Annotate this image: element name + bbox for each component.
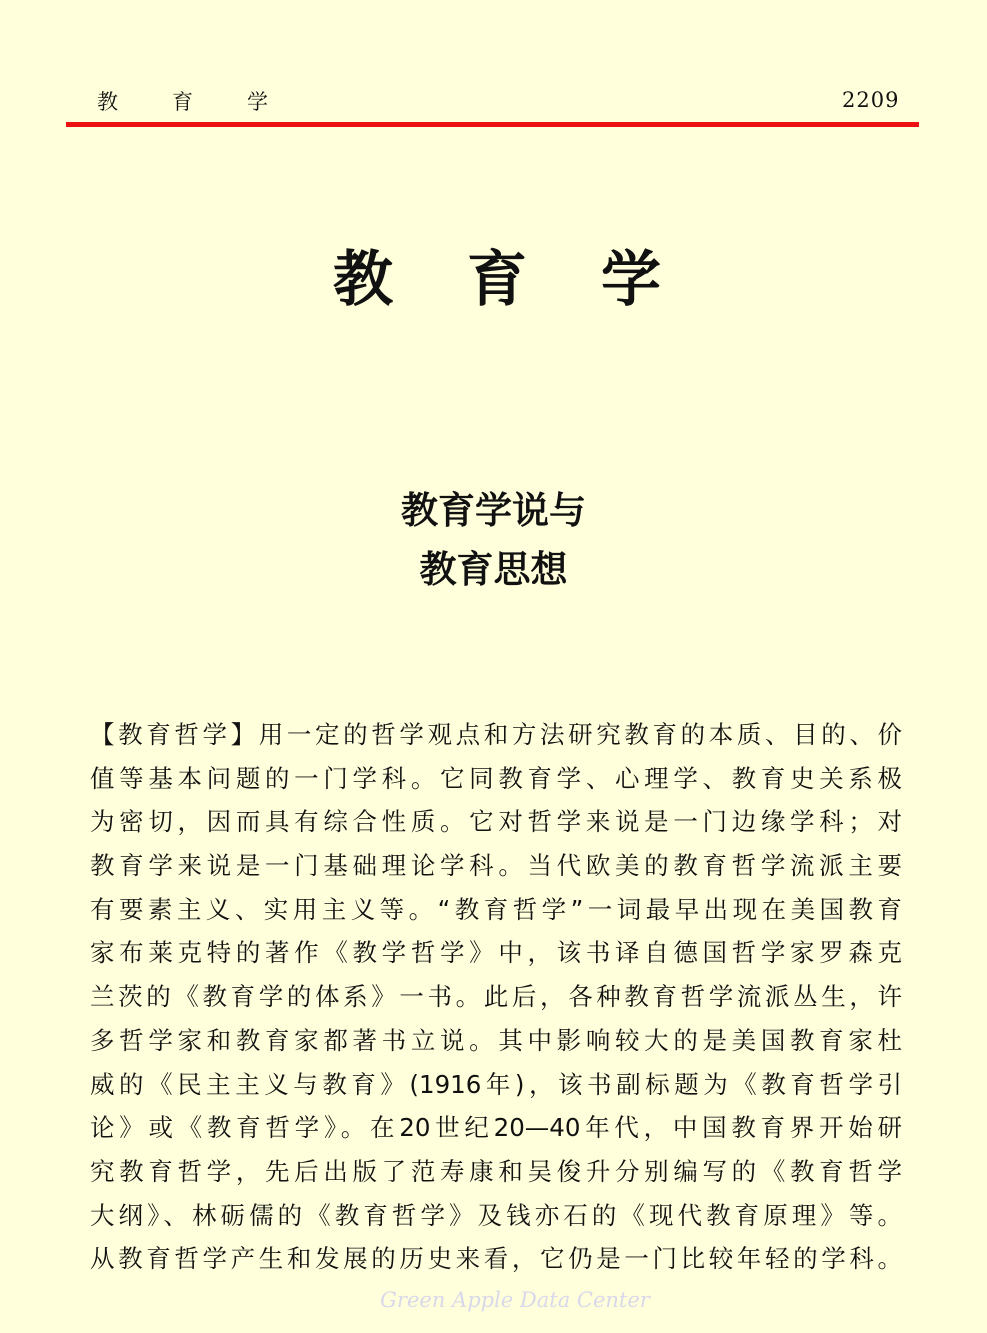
header-rule <box>66 122 919 127</box>
body-line: 值等基本问题的一门学科。它同教育学、心理学、教育史关系极 <box>90 763 902 793</box>
body-line: 教育学来说是一门基础理论学科。当代欧美的教育哲学流派主要 <box>90 851 902 881</box>
section-title-line-2: 教育思想 <box>419 548 568 591</box>
running-head-title: 教育学 <box>97 90 322 114</box>
body-line: 有要素主义、实用主义等。“教育哲学”一词最早出现在美国教育 <box>90 894 902 924</box>
body-line: 多哲学家和教育家都著书立说。其中影响较大的是美国教育家杜 <box>90 1025 902 1055</box>
chapter-title: 教育学 <box>333 245 735 315</box>
body-line: 究教育哲学，先后出版了范寿康和吴俊升分别编写的《教育哲学 <box>90 1156 902 1186</box>
section-title-line-1: 教育学说与 <box>401 489 586 532</box>
body-line: 兰茨的《教育学的体系》一书。此后，各种教育哲学流派丛生，许 <box>90 982 902 1012</box>
body-line: 【教育哲学】用一定的哲学观点和方法研究教育的本质、目的、价 <box>90 720 902 749</box>
body-line: 从教育哲学产生和发展的历史来看，它仍是一门比较年轻的学科。 <box>90 1244 902 1274</box>
body-line: 为密切，因而具有综合性质。它对哲学来说是一门边缘学科；对 <box>90 807 902 837</box>
body-line: 论》或《教育哲学》。在20世纪20—40年代，中国教育界开始研 <box>90 1113 902 1143</box>
body-line: 大纲》、林砺儒的《教育哲学》及钱亦石的《现代教育原理》等。 <box>90 1200 902 1230</box>
body-line: 家布莱克特的著作《教学哲学》中，该书译自德国哲学家罗森克 <box>90 938 902 968</box>
entry-body <box>90 713 902 1281</box>
body-line: 威的《民主主义与教育》(1916年)，该书副标题为《教育哲学引 <box>90 1069 902 1099</box>
page-number: 2209 <box>842 88 900 112</box>
watermark: Green Apple Data Center <box>380 1288 650 1312</box>
